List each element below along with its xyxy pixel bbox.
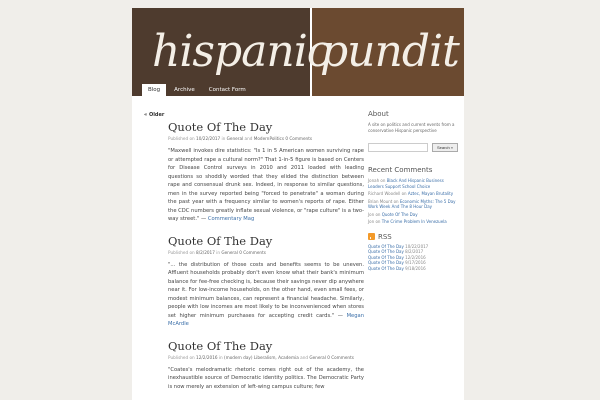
rss-item bbox=[368, 266, 460, 272]
post-comments-link[interactable]: 0 Comments bbox=[239, 249, 266, 255]
comment-item bbox=[368, 212, 460, 218]
nav-tab-contact-form[interactable]: Contact Form bbox=[208, 87, 246, 93]
comment-author: Jon bbox=[368, 219, 375, 224]
rss-header bbox=[368, 233, 460, 241]
about-heading: About bbox=[368, 110, 389, 118]
post-comments-link[interactable]: 0 Comments bbox=[327, 354, 354, 360]
rss-item-date: 12/2/2016 bbox=[405, 254, 426, 260]
post-title[interactable]: Quote Of The Day bbox=[168, 120, 273, 134]
meta-in: in bbox=[220, 136, 227, 141]
rss-item-link[interactable]: Quote Of The Day bbox=[368, 265, 404, 271]
post-body bbox=[168, 261, 364, 329]
comment-item bbox=[368, 219, 460, 225]
post-meta bbox=[168, 355, 364, 360]
comment-post-link[interactable]: The Crime Problem In Venezuela bbox=[381, 219, 447, 224]
meta-prefix: Published on bbox=[168, 249, 197, 255]
site-header bbox=[132, 8, 464, 96]
comment-post-link[interactable]: Economic Myths: The 5 Day Work Week And The 8 Hour Day bbox=[368, 198, 456, 209]
meta-in: in bbox=[217, 354, 225, 360]
post-quote: "Maxwell invokes dire statistics: "Is 1 in 5 American women surviving rape or attempted rape a cultural norm?" That 1-in-5 figure is based on Centers for Disease Control surveys in 2010 and 2011 loaded with leading questions so shoddily worded that they elided the distinction between rape and consensual drunk sex. Indeed, in response to similar questions, men in the survey reported being "forced to penetrate" a woman during the past year with a frequency similar to women's reports of rape. Either the CDC numbers greatly inflate sexual violence, or "rape culture" is a two-way street." — bbox=[168, 148, 364, 222]
post bbox=[168, 120, 364, 224]
sidebar bbox=[368, 110, 460, 271]
search-button[interactable]: Search » bbox=[432, 143, 458, 152]
meta-and: and bbox=[243, 136, 254, 141]
post-date[interactable]: 12/2/2016 bbox=[196, 354, 218, 360]
comment-on: on bbox=[392, 198, 400, 204]
comment-post-link[interactable]: Black And Hispanic Business Leaders Support School Choice bbox=[368, 178, 444, 189]
rss-item-date: 10/22/2017 bbox=[405, 243, 429, 249]
older-posts-link[interactable]: « Older bbox=[144, 112, 165, 118]
site-logo-right[interactable]: pundit bbox=[320, 26, 459, 77]
comment-author: Jonah bbox=[368, 178, 380, 183]
post bbox=[168, 339, 364, 392]
comment-item bbox=[368, 178, 460, 189]
post-date[interactable]: 8/2/2017 bbox=[196, 249, 215, 255]
comment-item bbox=[368, 199, 460, 210]
content-area bbox=[132, 96, 464, 400]
comment-post-link[interactable]: Aztec, Mayan Brutality bbox=[407, 191, 454, 196]
post-date[interactable]: 10/22/2017 bbox=[196, 136, 221, 141]
rss-heading[interactable]: RSS bbox=[378, 232, 392, 241]
rss-item-link[interactable]: Quote Of The Day bbox=[368, 249, 404, 254]
comment-author: Richard Woodell bbox=[368, 191, 401, 196]
post-category[interactable]: General bbox=[226, 136, 244, 141]
post-title[interactable]: Quote Of The Day bbox=[168, 233, 273, 248]
nav-tab-blog[interactable]: Blog bbox=[142, 84, 166, 96]
comment-on: on bbox=[400, 191, 408, 196]
comment-item bbox=[368, 191, 460, 197]
site-logo-left[interactable]: hispanic bbox=[152, 26, 331, 77]
post-category[interactable]: (modern day) Liberalism, Academia bbox=[224, 354, 299, 360]
post-tag[interactable]: General bbox=[309, 354, 326, 360]
post-category[interactable]: General bbox=[221, 249, 238, 255]
rss-icon[interactable] bbox=[368, 233, 375, 240]
post-meta bbox=[168, 250, 364, 255]
comment-on: on bbox=[379, 178, 387, 183]
post-body bbox=[168, 366, 364, 392]
main-nav bbox=[132, 84, 252, 96]
rss-item-date: 9/17/2016 bbox=[405, 260, 426, 265]
comment-post-link[interactable]: Quote Of The Day bbox=[381, 211, 418, 217]
meta-and: and bbox=[298, 354, 310, 360]
comment-author: Brian Mount bbox=[368, 198, 393, 204]
post-quote: "Coates's melodramatic rhetoric comes right out of the academy, the inexhaustible source of Democratic identity politics. The Democratic Party is now merely an extension of left-wing campus culture; few bbox=[168, 366, 364, 390]
post-body bbox=[168, 147, 364, 224]
rss-item-date: 9/18/2016 bbox=[405, 265, 426, 271]
post-title[interactable]: Quote Of The Day bbox=[168, 338, 273, 353]
recent-comments-heading: Recent Comments bbox=[368, 166, 433, 174]
meta-prefix: Published on bbox=[168, 136, 197, 141]
post-meta bbox=[168, 136, 364, 141]
rss-item-link[interactable]: Quote Of The Day bbox=[368, 254, 404, 260]
search-input[interactable] bbox=[368, 143, 428, 152]
page bbox=[132, 8, 464, 400]
post-comments-link[interactable]: 0 Comments bbox=[285, 136, 313, 141]
comment-on: on bbox=[374, 211, 382, 217]
rss-item-link[interactable]: Quote Of The Day bbox=[368, 260, 404, 265]
rss-item-link[interactable]: Quote Of The Day bbox=[368, 243, 404, 249]
post-list bbox=[168, 120, 364, 400]
post-tag[interactable]: ModernPolitics bbox=[253, 136, 284, 141]
nav-tab-archive[interactable]: Archive bbox=[174, 87, 195, 93]
post-quote: "... the distribution of those costs and benefits seems to be uneven. Affluent households probably don't even know what their bank's minimum balance for fee-free checking is, because their savings never dip anywhere near it. For low-income households, on the other hand, even small fees, or modest minimum balances, can represent a financial headache. Similarly, people with low incomes are most likely to be inconvenienced when stores set higher minimum purchases for accepting credit cards." — bbox=[168, 261, 364, 319]
rss-item-date: 8/2/2017 bbox=[405, 249, 424, 254]
meta-in: in bbox=[214, 249, 222, 255]
post-source-link[interactable]: Megan McArdle bbox=[168, 312, 364, 327]
comment-on: on bbox=[374, 219, 382, 224]
search-form bbox=[368, 143, 460, 152]
post-source-link[interactable]: Commentary Mag bbox=[207, 216, 255, 222]
post bbox=[168, 234, 364, 329]
about-text: A site on politics and current events from a conservative Hispanic perspective bbox=[368, 122, 455, 133]
meta-prefix: Published on bbox=[168, 354, 197, 360]
comment-author: Jon bbox=[368, 211, 375, 217]
